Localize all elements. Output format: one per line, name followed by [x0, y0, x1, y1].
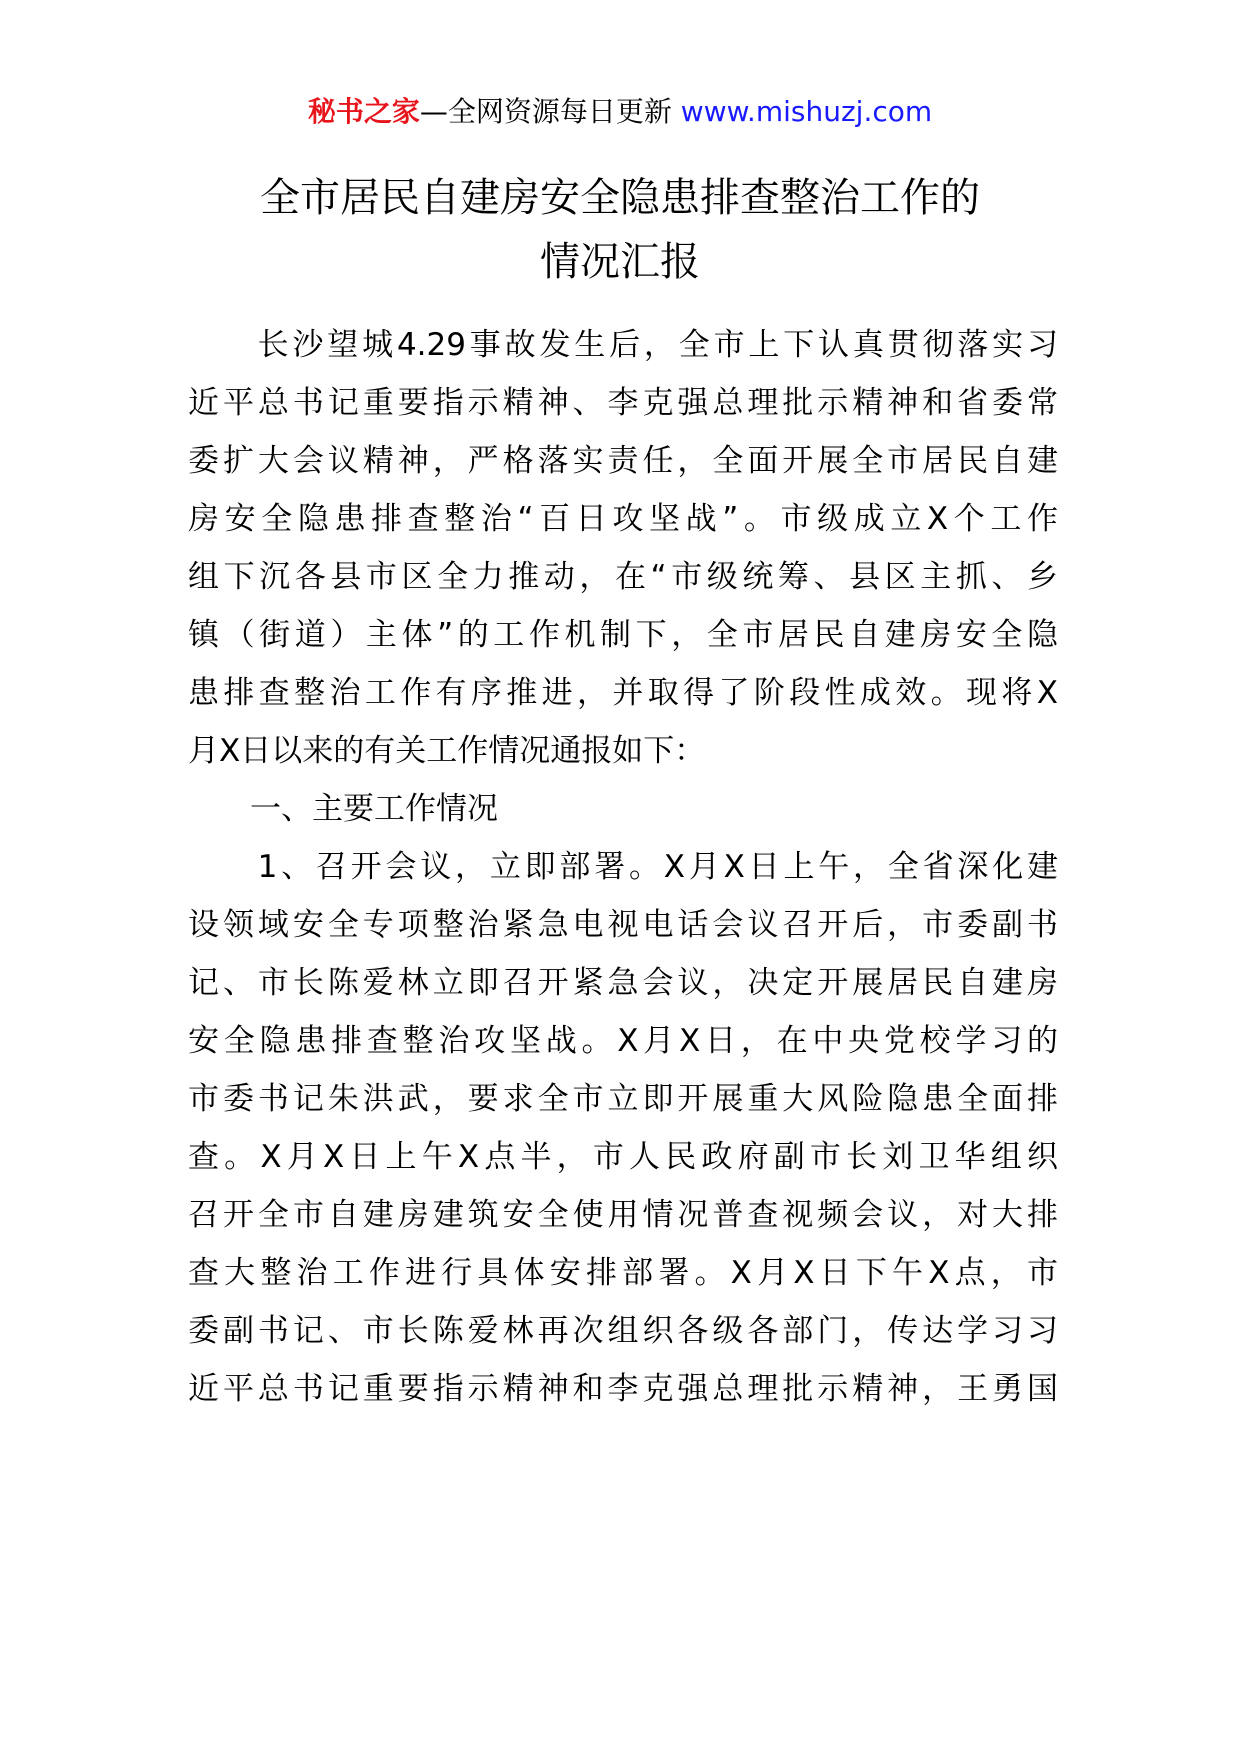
- body-line: 市委书记朱洪武，要求全市立即开展重大风险隐患全面排: [188, 1081, 1058, 1117]
- body-line: 查大整治工作进行具体安排部署。X月X日下午X点，市: [188, 1255, 1058, 1291]
- body-line: 月X日以来的有关工作情况通报如下：: [188, 733, 706, 769]
- body-line: 设领域安全专项整治紧急电视电话会议召开后，市委副书: [188, 907, 1058, 943]
- brand-name: 秘书之家: [307, 95, 420, 128]
- document-title-line-1: 全市居民自建房安全隐患排查整治工作的: [260, 175, 980, 221]
- body-line: 镇（街道）主体”的工作机制下，全市居民自建房安全隐: [188, 617, 1058, 653]
- body-line: 委副书记、市长陈爱林再次组织各级各部门，传达学习习: [188, 1313, 1058, 1349]
- body-line: 组下沉各县市区全力推动，在“市级统筹、县区主抓、乡: [188, 559, 1058, 595]
- document-title-line-2: 情况汇报: [540, 239, 700, 285]
- section-heading: 一、主要工作情况: [188, 791, 498, 827]
- body-line: 召开全市自建房建筑安全使用情况普查视频会议，对大排: [188, 1197, 1058, 1233]
- body-line: 记、市长陈爱林立即召开紧急会议，决定开展居民自建房: [188, 965, 1058, 1001]
- header-tagline: —全网资源每日更新: [419, 95, 672, 128]
- body-line: 安全隐患排查整治攻坚战。X月X日，在中央党校学习的: [188, 1023, 1058, 1059]
- body-line: 房安全隐患排查整治“百日攻坚战”。市级成立X个工作: [188, 501, 1058, 537]
- body-line: 查。X月X日上午X点半，市人民政府副市长刘卫华组织: [188, 1139, 1058, 1175]
- site-url-link[interactable]: www.mishuzj.com: [680, 95, 933, 128]
- body-line: 1、召开会议，立即部署。X月X日上午，全省深化建: [188, 849, 1058, 885]
- watermark-header: [0, 92, 1240, 132]
- body-line: 患排查整治工作有序推进，并取得了阶段性成效。现将X: [188, 675, 1058, 711]
- body-line: 近平总书记重要指示精神和李克强总理批示精神，王勇国: [188, 1371, 1058, 1407]
- body-line: 近平总书记重要指示精神、李克强总理批示精神和省委常: [188, 385, 1058, 421]
- body-line: 委扩大会议精神，严格落实责任，全面开展全市居民自建: [188, 443, 1058, 479]
- body-line: 长沙望城4.29事故发生后，全市上下认真贯彻落实习: [188, 327, 1058, 363]
